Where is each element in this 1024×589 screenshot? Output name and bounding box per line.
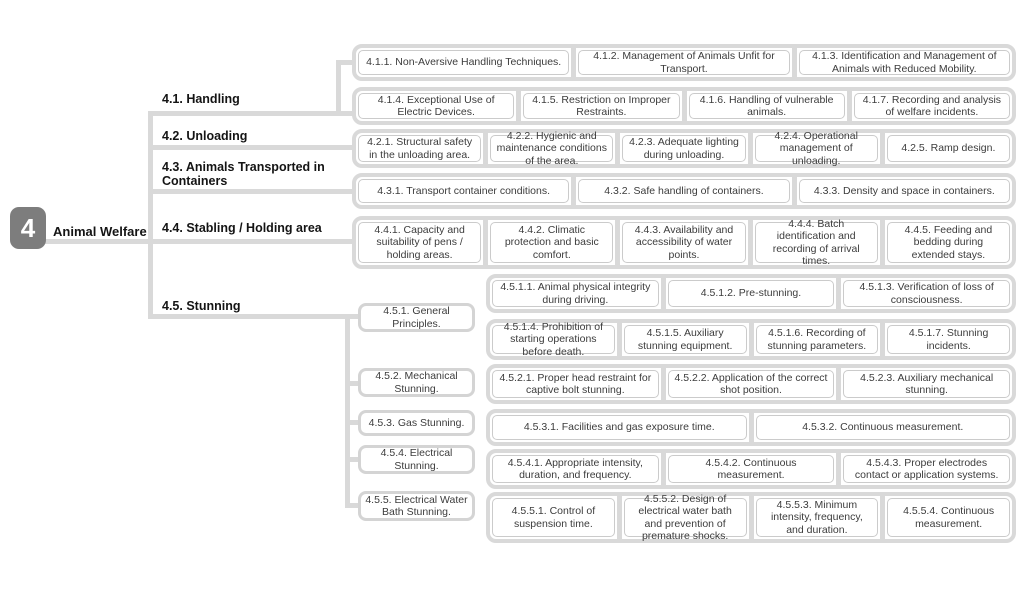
node-4-1-5: 4.1.5. Restriction on Improper Restraints. [523, 93, 679, 119]
row-divider [571, 177, 576, 205]
branch-label-animals-transported: 4.3. Animals Transported in Containers [162, 160, 325, 189]
connector-spine-4-1 [336, 60, 341, 116]
row-divider [749, 496, 754, 539]
row-4-5-4 [486, 449, 1016, 489]
node-4-5-2: 4.5.2. Mechanical Stunning. [358, 368, 475, 397]
row-4-1-a [352, 44, 1016, 81]
node-4-5-1-5: 4.5.1.5. Auxiliary stunning equipment. [624, 325, 747, 354]
node-4-5-4: 4.5.4. Electrical Stunning. [358, 445, 475, 474]
node-4-4-3: 4.4.3. Availability and accessibility of water points. [622, 222, 745, 263]
node-4-5-5: 4.5.5. Electrical Water Bath Stunning. [358, 491, 475, 521]
branch-label-handling: 4.1. Handling [162, 92, 240, 106]
row-divider [836, 453, 841, 485]
node-4-5-4-2: 4.5.4.2. Continuous measurement. [668, 455, 835, 483]
node-4-1-7: 4.1.7. Recording and analysis of welfare incidents. [854, 93, 1010, 119]
node-4-1-6: 4.1.6. Handling of vulnerable animals. [689, 93, 845, 119]
row-divider [792, 48, 797, 77]
row-4-2 [352, 129, 1016, 168]
row-4-4 [352, 216, 1016, 269]
node-4-5-2-3: 4.5.2.3. Auxiliary mechanical stunning. [843, 370, 1010, 398]
row-divider [749, 323, 754, 356]
row-divider [571, 48, 576, 77]
node-4-5-4-3: 4.5.4.3. Proper electrodes contact or application systems. [843, 455, 1010, 483]
connector-main-spine [148, 111, 153, 319]
node-4-2-1: 4.2.1. Structural safety in the unloading area. [358, 135, 481, 162]
node-4-5-1-1: 4.5.1.1. Animal physical integrity during driving. [492, 280, 659, 307]
row-divider [615, 220, 620, 265]
node-4-2-3: 4.2.3. Adequate lighting during unloading. [622, 135, 745, 162]
node-4-1-2: 4.1.2. Management of Animals Unfit for Transport. [578, 50, 789, 75]
node-4-5-1-4: 4.5.1.4. Prohibition of starting operations before death. [492, 325, 615, 354]
node-4-5-3-2: 4.5.3.2. Continuous measurement. [756, 415, 1011, 440]
row-divider [880, 496, 885, 539]
branch-label-unloading: 4.2. Unloading [162, 129, 248, 143]
row-divider [661, 278, 666, 309]
row-divider [615, 133, 620, 164]
row-divider [483, 133, 488, 164]
branch-label-stunning: 4.5. Stunning [162, 299, 241, 313]
connector-branch-4-3 [148, 189, 358, 194]
node-4-3-2: 4.3.2. Safe handling of containers. [578, 179, 789, 203]
row-4-3 [352, 173, 1016, 209]
node-4-4-2: 4.4.2. Climatic protection and basic comfort. [490, 222, 613, 263]
connector-branch-4-2 [148, 145, 358, 150]
node-4-3-1: 4.3.1. Transport container conditions. [358, 179, 569, 203]
node-4-1-4: 4.1.4. Exceptional Use of Electric Devices. [358, 93, 514, 119]
row-divider [483, 220, 488, 265]
node-4-5-1-7: 4.5.1.7. Stunning incidents. [887, 325, 1010, 354]
row-divider [749, 413, 754, 442]
row-4-5-5 [486, 492, 1016, 543]
node-4-5-3: 4.5.3. Gas Stunning. [358, 410, 475, 436]
row-4-1-b [352, 87, 1016, 125]
row-4-5-2 [486, 364, 1016, 404]
row-divider [617, 323, 622, 356]
row-divider [661, 453, 666, 485]
node-4-5-4-1: 4.5.4.1. Appropriate intensity, duration, and frequency. [492, 455, 659, 483]
connector-branch-4-1 [148, 111, 358, 116]
row-4-5-1-a [486, 274, 1016, 313]
row-divider [880, 220, 885, 265]
row-divider [792, 177, 797, 205]
node-4-5-5-2: 4.5.5.2. Design of electrical water bath and prevention of premature shocks. [624, 498, 747, 537]
node-4-5-1-3: 4.5.1.3. Verification of loss of consciousness. [843, 280, 1010, 307]
root-node-number: 4 [10, 207, 46, 249]
node-4-2-2: 4.2.2. Hygienic and maintenance conditions of the area. [490, 135, 613, 162]
row-divider [748, 133, 753, 164]
row-divider [880, 323, 885, 356]
row-divider [617, 496, 622, 539]
connector-trunk-4-4 [42, 239, 358, 244]
row-divider [847, 91, 852, 121]
node-4-5-2-2: 4.5.2.2. Application of the correct shot position. [668, 370, 835, 398]
node-4-5-1: 4.5.1. General Principles. [358, 303, 475, 332]
node-4-1-1: 4.1.1. Non-Aversive Handling Techniques. [358, 50, 569, 75]
row-divider [880, 133, 885, 164]
node-4-5-5-3: 4.5.5.3. Minimum intensity, frequency, and duration. [756, 498, 879, 537]
node-4-4-1: 4.4.1. Capacity and suitability of pens / holding areas. [358, 222, 481, 263]
row-divider [836, 368, 841, 400]
node-4-3-3: 4.3.3. Density and space in containers. [799, 179, 1010, 203]
root-node-label: Animal Welfare [53, 224, 147, 239]
row-divider [748, 220, 753, 265]
node-4-2-4: 4.2.4. Operational management of unloading. [755, 135, 878, 162]
row-divider [661, 368, 666, 400]
node-4-5-1-6: 4.5.1.6. Recording of stunning parameters. [756, 325, 879, 354]
node-4-4-5: 4.4.5. Feeding and bedding during extended stays. [887, 222, 1010, 263]
connector-branch-4-5 [148, 314, 362, 319]
row-divider [682, 91, 687, 121]
node-4-4-4: 4.4.4. Batch identification and recording of arrival times. [755, 222, 878, 263]
row-4-5-1-b [486, 319, 1016, 360]
node-4-5-5-4: 4.5.5.4. Continuous measurement. [887, 498, 1010, 537]
row-4-5-3 [486, 409, 1016, 446]
node-4-2-5: 4.2.5. Ramp design. [887, 135, 1010, 162]
branch-label-stabling: 4.4. Stabling / Holding area [162, 221, 322, 235]
connector-spine-4-5 [345, 314, 350, 508]
node-4-5-5-1: 4.5.5.1. Control of suspension time. [492, 498, 615, 537]
row-divider [516, 91, 521, 121]
node-4-1-3: 4.1.3. Identification and Management of Animals with Reduced Mobility. [799, 50, 1010, 75]
node-4-5-3-1: 4.5.3.1. Facilities and gas exposure time. [492, 415, 747, 440]
node-4-5-2-1: 4.5.2.1. Proper head restraint for captive bolt stunning. [492, 370, 659, 398]
row-divider [836, 278, 841, 309]
node-4-5-1-2: 4.5.1.2. Pre-stunning. [668, 280, 835, 307]
